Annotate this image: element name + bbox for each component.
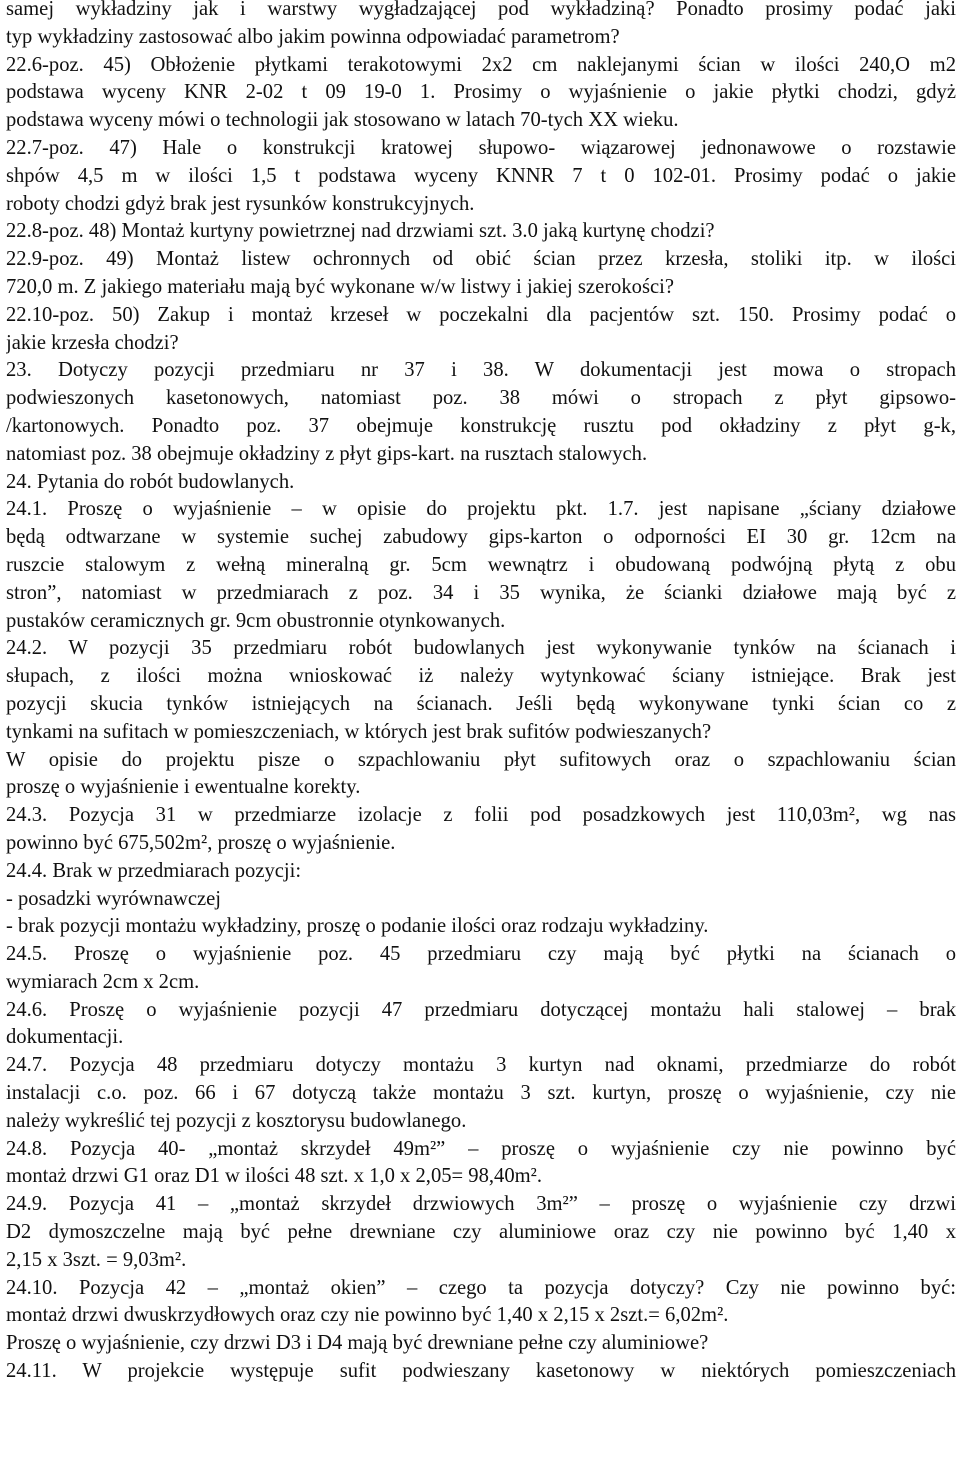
text-line: /kartonowych. Ponadto poz. 37 obejmuje konstrukcję rusztu pod okładziny z płyt g-k, — [6, 414, 956, 437]
document-page — [6, 0, 956, 1386]
text-line: 24.7. Pozycja 48 przedmiaru dotyczy montażu 3 kurtyn nad oknami, przedmiarze do robót — [6, 1054, 956, 1077]
text-line: 24.1. Proszę o wyjaśnienie – w opisie do projektu pkt. 1.7. jest napisane „ściany działowe — [6, 498, 956, 521]
text-line: 2,15 x 3szt. = 9,03m². — [6, 1248, 187, 1271]
text-line: 22.8-poz. 48) Montaż kurtyny powietrznej nad drzwiami szt. 3.0 jaką kurtynę chodzi? — [6, 220, 715, 243]
text-line: tynkami na sufitach w pomieszczeniach, w których jest brak sufitów podwieszanych? — [6, 720, 712, 743]
text-line: 24.3. Pozycja 31 w przedmiarze izolacje z folii pod posadzkowych jest 110,03m², wg nas — [6, 804, 956, 827]
text-line: proszę o wyjaśnienie i ewentualne korekty. — [6, 776, 361, 799]
text-line: 24.11. W projekcie występuje sufit podwieszany kasetonowy w niektórych pomieszczeniach — [6, 1360, 956, 1383]
text-line: podwieszonych kasetonowych, natomiast poz. 38 mówi o stropach z płyt gipsowo- — [6, 387, 956, 410]
text-line: słupach, z ilości można wnioskować iż należy wytynkować ściany istniejące. Brak jest — [6, 665, 956, 688]
text-line: podstawa wyceny mówi o technologii jak stosowano w latach 70-tych XX wieku. — [6, 109, 679, 132]
text-line: powinno być 675,502m², proszę o wyjaśnienie. — [6, 831, 396, 854]
text-line: stron”, natomiast w przedmiarach z poz. 34 i 35 wynika, że ścianki działowe mają być z — [6, 581, 956, 604]
text-line: dokumentacji. — [6, 1026, 124, 1049]
text-line: 22.6-poz. 45) Obłożenie płytkami terakotowymi 2x2 cm naklejanymi ścian w ilości 240,O m2 — [6, 53, 956, 76]
text-line: 720,0 m. Z jakiego materiału mają być wykonane w/w listwy i jakiej szerokości? — [6, 275, 674, 298]
text-line: samej wykładziny jak i warstwy wygładzającej pod wykładziną? Ponadto prosimy podać jaki — [6, 0, 956, 20]
text-line: W opisie do projektu pisze o szpachlowaniu płyt sufitowych oraz o szpachlowaniu ścian — [6, 748, 956, 771]
text-line: 24.8. Pozycja 40- „montaż skrzydeł 49m²” – proszę o wyjaśnienie czy nie powinno być — [6, 1137, 956, 1160]
text-line: - brak pozycji montażu wykładziny, proszę o podanie ilości oraz rodzaju wykładziny. — [6, 915, 709, 938]
text-line: wymiarach 2cm x 2cm. — [6, 970, 200, 993]
text-line: ruszcie stalowym z wełną mineralną gr. 5cm wewnątrz i obudowaną podwójną płytą z obu — [6, 553, 956, 576]
text-line: 24.9. Pozycja 41 – „montaż skrzydeł drzwiowych 3m²” – proszę o wyjaśnienie czy drzwi — [6, 1193, 956, 1216]
text-line: - posadzki wyrównawczej — [6, 887, 222, 910]
text-line: pozycji skucia tynków istniejących na ścianach. Jeśli będą wykonywane tynki ścian co z — [6, 692, 956, 715]
text-line: będą odtwarzane w systemie suchej zabudowy gips-karton o odporności EI 30 gr. 12cm na — [6, 526, 956, 549]
text-line: montaż drzwi G1 oraz D1 w ilości 48 szt. x 1,0 x 2,05= 98,40m². — [6, 1165, 542, 1188]
text-line: 24.2. W pozycji 35 przedmiaru robót budowlanych jest wykonywanie tynków na ścianach i — [6, 637, 956, 660]
text-line: jakie krzesła chodzi? — [6, 331, 179, 354]
text-line: 24.4. Brak w przedmiarach pozycji: — [6, 859, 302, 882]
text-line: 22.9-poz. 49) Montaż listew ochronnych od obić ścian przez krzesła, stoliki itp. w ilości — [6, 248, 956, 271]
text-line: natomiast poz. 38 obejmuje okładziny z płyt gips-kart. na rusztach stalowych. — [6, 442, 648, 465]
text-line: montaż drzwi dwuskrzydłowych oraz czy nie powinno być 1,40 x 2,15 x 2szt.= 6,02m². — [6, 1304, 729, 1327]
text-line: typ wykładziny zastosować albo jakim powinna odpowiadać parametrom? — [6, 25, 620, 48]
text-line: podstawa wyceny KNR 2-02 t 09 19-0 1. Prosimy o wyjaśnienie o jakie płytki chodzi, gdyż — [6, 81, 956, 104]
text-line: roboty chodzi gdyż brak jest rysunków konstrukcyjnych. — [6, 192, 475, 215]
text-line: 24.6. Proszę o wyjaśnienie pozycji 47 przedmiaru dotyczącej montażu hali stalowej – brak — [6, 998, 956, 1021]
text-line: 22.10-poz. 50) Zakup i montaż krzeseł w poczekalni dla pacjentów szt. 150. Prosimy podać o — [6, 303, 956, 326]
text-line: 24.5. Proszę o wyjaśnienie poz. 45 przedmiaru czy mają być płytki na ścianach o — [6, 943, 956, 966]
text-line: pustaków ceramicznych gr. 9cm obustronnie otynkowanych. — [6, 609, 506, 632]
text-line: shpów 4,5 m w ilości 1,5 t podstawa wyceny KNNR 7 t 0 102-01. Prosimy podać o jakie — [6, 164, 956, 187]
text-line: należy wykreślić tej pozycji z kosztorysu budowlanego. — [6, 1109, 467, 1132]
text-line: 22.7-poz. 47) Hale o konstrukcji kratowej słupowo- wiązarowej jednonawowe o rozstawie — [6, 136, 956, 159]
text-line: 23. Dotyczy pozycji przedmiaru nr 37 i 38. W dokumentacji jest mowa o stropach — [6, 359, 956, 382]
text-line: 24.10. Pozycja 42 – „montaż okien” – czego ta pozycja dotyczy? Czy nie powinno być: — [6, 1276, 956, 1299]
text-line: instalacji c.o. poz. 66 i 67 dotyczą także montażu 3 szt. kurtyn, proszę o wyjaśnienie, czy nie — [6, 1082, 956, 1105]
text-line: 24. Pytania do robót budowlanych. — [6, 470, 295, 493]
text-line: D2 dymoszczelne mają być pełne drewniane czy aluminiowe oraz czy nie powinno być 1,40 x — [6, 1221, 956, 1244]
text-line: Proszę o wyjaśnienie, czy drzwi D3 i D4 mają być drewniane pełne czy aluminiowe? — [6, 1332, 709, 1355]
